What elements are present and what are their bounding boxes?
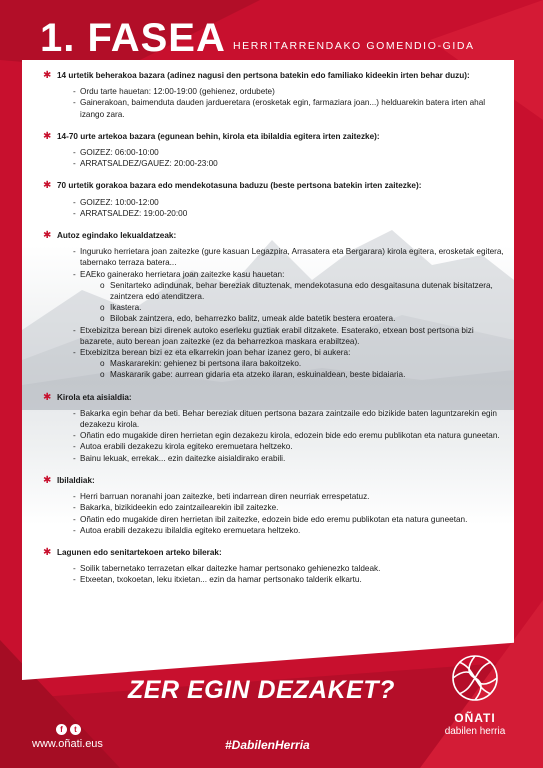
guideline-section [43, 475, 505, 536]
asterisk-bullet-icon: ✱ [43, 474, 52, 486]
list-item-text: GOIZEZ: 10:00-12:00 [80, 197, 159, 207]
list-item [73, 563, 505, 574]
list-item [73, 246, 505, 268]
section-heading [43, 475, 505, 486]
guideline-section [43, 230, 505, 381]
asterisk-bullet-icon: ✱ [43, 391, 52, 403]
guideline-section [43, 392, 505, 464]
asterisk-bullet-icon: ✱ [43, 546, 52, 558]
footer-left [32, 724, 103, 750]
list-item [73, 502, 505, 513]
list-item-text: Ordu tarte hauetan: 12:00-19:00 (gehienez, ordubete) [80, 87, 275, 97]
list-item-text: Herri barruan noranahi joan zaitezke, beti indarrean diren neurriak errespetatuz. [80, 492, 370, 502]
logo-tagline: dabilen herria [444, 726, 506, 737]
sub-list [80, 280, 505, 325]
list-item [73, 491, 505, 502]
onati-emblem-icon [449, 652, 501, 704]
list-item [73, 86, 505, 97]
list-item-text: Inguruko herrietara joan zaitezke (gure kasuan Legazpira, Arrasatera eta Bergarara) kirola egitera, erosketak egitera, tabernako terraza batera... [80, 247, 504, 268]
list-item [73, 158, 505, 169]
page-subtitle: HERRITARRENDAKO GOMENDIO-GIDA [233, 40, 475, 52]
list-item [73, 208, 505, 219]
list-item [73, 97, 505, 119]
list-item [73, 347, 505, 381]
list-item-text: ARRATSALDEZ: 19:00-20:00 [80, 208, 188, 218]
asterisk-bullet-icon: ✱ [43, 70, 52, 81]
sub-list-item: o Maskararekin: gehienez bi pertsona ilara bakoitzeko. [100, 358, 505, 369]
section-items [43, 408, 505, 464]
list-item [73, 197, 505, 208]
asterisk-bullet-icon: ✱ [43, 230, 52, 242]
list-item-text: Etxebizitza berean bizi direnek autoko eserleku guztiak erabil ditzakete. Esaterako, etxean bost pertsona bizi bazarete, auto berean joan zaitezke (ez da beharrezkoa maskara erabiltzea). [80, 325, 474, 346]
section-items [43, 197, 505, 219]
list-item [73, 525, 505, 536]
facebook-icon[interactable]: f [56, 724, 67, 735]
guideline-section [43, 547, 505, 586]
list-item-text: GOIZEZ: 06:00-10:00 [80, 148, 159, 158]
sub-list [80, 358, 505, 380]
list-item-text: Etxeetan, txokoetan, leku itxietan... ezin da hamar pertsonako talderik elkartu. [80, 575, 362, 585]
section-heading-text: Lagunen edo senitartekoen arteko bilerak: [57, 547, 222, 557]
guideline-section [43, 180, 505, 219]
list-item [73, 453, 505, 464]
website-link[interactable]: www.oñati.eus [32, 738, 103, 750]
section-heading-text: Autoz egindako lekualdatzeak: [57, 231, 177, 241]
section-heading-text: Kirola eta aisialdia: [57, 392, 132, 402]
sub-list-item: o Bilobak zaintzera, edo, beharrezko balitz, umeak alde batetik bestera eroatera. [100, 313, 505, 324]
list-item-text: Autoa erabili dezakezu ibilaldia egiteko eremuetara heltzeko. [80, 525, 301, 535]
list-item-text: Soilik tabernetako terrazetan elkar daitezke hamar pertsonako gehienezko taldeak. [80, 564, 381, 574]
list-item-text: Gainerakoan, baimenduta dauden jardueretara (erosketak egin, farmaziara joan...) helduarekin batera irten ahal izango zara. [80, 98, 486, 119]
list-item [73, 269, 505, 325]
section-heading [43, 392, 505, 403]
list-item-text: Bakarka egin behar da beti. Behar bereziak dituen pertsona bazara zaintzaile edo bizikide baten laguntzarekin egin dezakezu kirola. [80, 408, 497, 430]
section-heading [43, 70, 505, 81]
list-item [73, 441, 505, 452]
asterisk-bullet-icon: ✱ [43, 130, 52, 142]
guideline-section [43, 70, 505, 120]
list-item-text: Oñatin edo mugakide diren herrietan egin dezakezu kirola, edozein bide edo eremu publikotan eta natura guneetan. [80, 431, 500, 441]
list-item [73, 430, 505, 441]
social-links [56, 724, 103, 735]
page-title: 1. FASEA [40, 16, 226, 60]
list-item [73, 147, 505, 158]
section-heading [43, 547, 505, 558]
logo-name: OÑATI [454, 711, 496, 725]
section-items [43, 147, 505, 169]
sub-list-item: o Senitarteko adindunak, behar bereziak dituztenak, mendekotasuna edo desgaitasuna dutenak bisitatzera, zaintzera edo atenditzera. [100, 280, 505, 302]
sub-list-item: o Maskararik gabe: aurrean gidaria eta atzeko ilaran, eskuinaldean, beste bidaiaria. [100, 369, 505, 380]
onati-logo [440, 652, 510, 737]
section-items [43, 246, 505, 380]
section-heading-text: 70 urtetik gorakoa bazara edo mendekotasuna baduzu (beste pertsona batekin irten zaitezke): [57, 181, 422, 191]
list-item-text: Autoa erabili dezakezu kirola egiteko eremuetara heltzeko. [80, 442, 293, 452]
section-heading-text: 14-70 urte artekoa bazara (egunean behin, kirola eta ibilaldia egitera irten zaitezke): [57, 131, 380, 141]
list-item [73, 325, 505, 347]
asterisk-bullet-icon: ✱ [43, 180, 52, 192]
section-items [43, 491, 505, 536]
list-item-text: Oñatin edo mugakide diren herrietan ibil zaitezke, edozein bide edo eremu publikotan eta natura guneetan. [80, 514, 468, 524]
banner-heading: ZER EGIN DEZAKET? [128, 676, 395, 704]
section-heading-text: Ibilaldiak: [57, 475, 95, 485]
section-items [43, 86, 505, 120]
list-item [73, 408, 505, 430]
section-items [43, 563, 505, 585]
section-heading-text: 14 urtetik beherakoa bazara (adinez nagusi den pertsona batekin edo familiako kideekin irten behar duzu): [57, 71, 470, 80]
section-heading [43, 131, 505, 142]
guidelines-content [43, 70, 505, 597]
list-item-text: Bakarka, bizikideekin edo zaintzailearekin ibil zaitezke. [80, 503, 279, 513]
section-heading [43, 180, 505, 191]
list-item [73, 514, 505, 525]
list-item-text: Bainu lekuak, errekak... ezin daitezke aisialdirako erabili. [80, 453, 286, 463]
hashtag: #DabilenHerria [225, 738, 310, 752]
list-item-text: EAEko gainerako herrietara joan zaitezke kasu hauetan: [80, 269, 285, 279]
list-item-text: Etxebizitza berean bizi ez eta elkarrekin joan behar izanez gero, bi aukera: [80, 348, 351, 358]
guideline-section [43, 131, 505, 170]
section-heading [43, 230, 505, 241]
sub-list-item: o Ikastera. [100, 302, 505, 313]
list-item [73, 574, 505, 585]
list-item-text: ARRATSALDEZ/GAUEZ: 20:00-23:00 [80, 159, 218, 169]
twitter-icon[interactable]: t [70, 724, 81, 735]
